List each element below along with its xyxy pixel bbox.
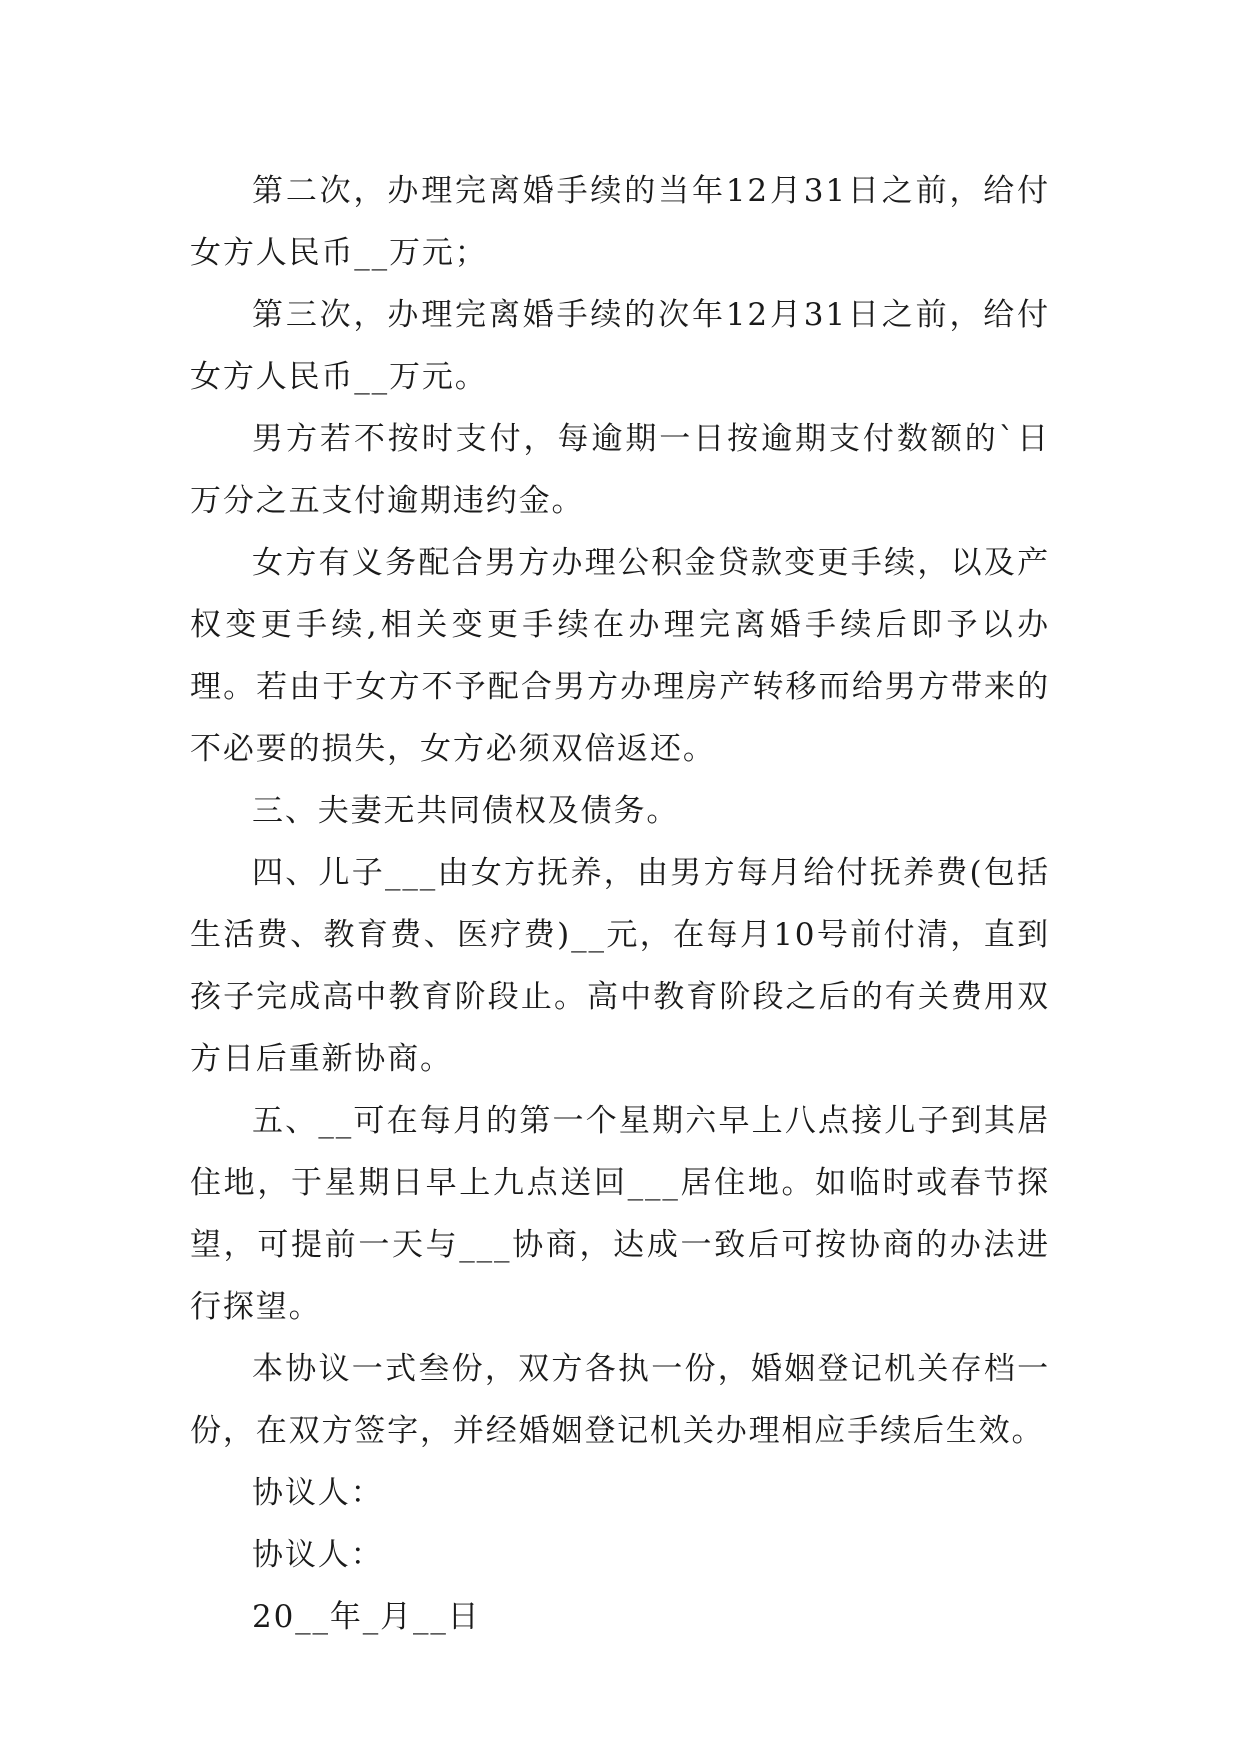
paragraph-second-payment: 第二次，办理完离婚手续的当年12月31日之前，给付女方人民币__万元；	[190, 173, 1050, 271]
paragraph-visitation: 五、__可在每月的第一个星期六早上八点接儿子到其居住地，于星期日早上九点送回___居住地。如临时或春节探望，可提前一天与___协商，达成一致后可按协商的办法进行探望。	[190, 1103, 1050, 1325]
paragraph-third-payment: 第三次，办理完离婚手续的次年12月31日之前，给付女方人民币__万元。	[190, 297, 1050, 395]
document-body	[190, 160, 1050, 1648]
paragraph-child-support: 四、儿子___由女方抚养，由男方每月给付抚养费(包括生活费、教育费、医疗费)__元，在每月10号前付清，直到孩子完成高中教育阶段止。高中教育阶段之后的有关费用双方日后重新协商。	[190, 855, 1050, 1077]
signature-date-line: 20__年_月__日	[252, 1599, 481, 1635]
paragraph-property-transfer: 女方有义务配合男方办理公积金贷款变更手续，以及产权变更手续,相关变更手续在办理完离婚手续后即予以办理。若由于女方不予配合男方办理房产转移而给男方带来的不必要的损失，女方必须双倍返还。	[190, 545, 1050, 767]
paragraph-debts: 三、夫妻无共同债权及债务。	[252, 793, 680, 829]
signature-line-party-2: 协议人：	[252, 1537, 384, 1573]
paragraph-effectiveness: 本协议一式叁份，双方各执一份，婚姻登记机关存档一份，在双方签字，并经婚姻登记机关办理相应手续后生效。	[190, 1351, 1050, 1449]
paragraph-late-penalty: 男方若不按时支付，每逾期一日按逾期支付数额的`日万分之五支付逾期违约金。	[190, 421, 1050, 519]
signature-line-party-1: 协议人：	[252, 1475, 384, 1511]
